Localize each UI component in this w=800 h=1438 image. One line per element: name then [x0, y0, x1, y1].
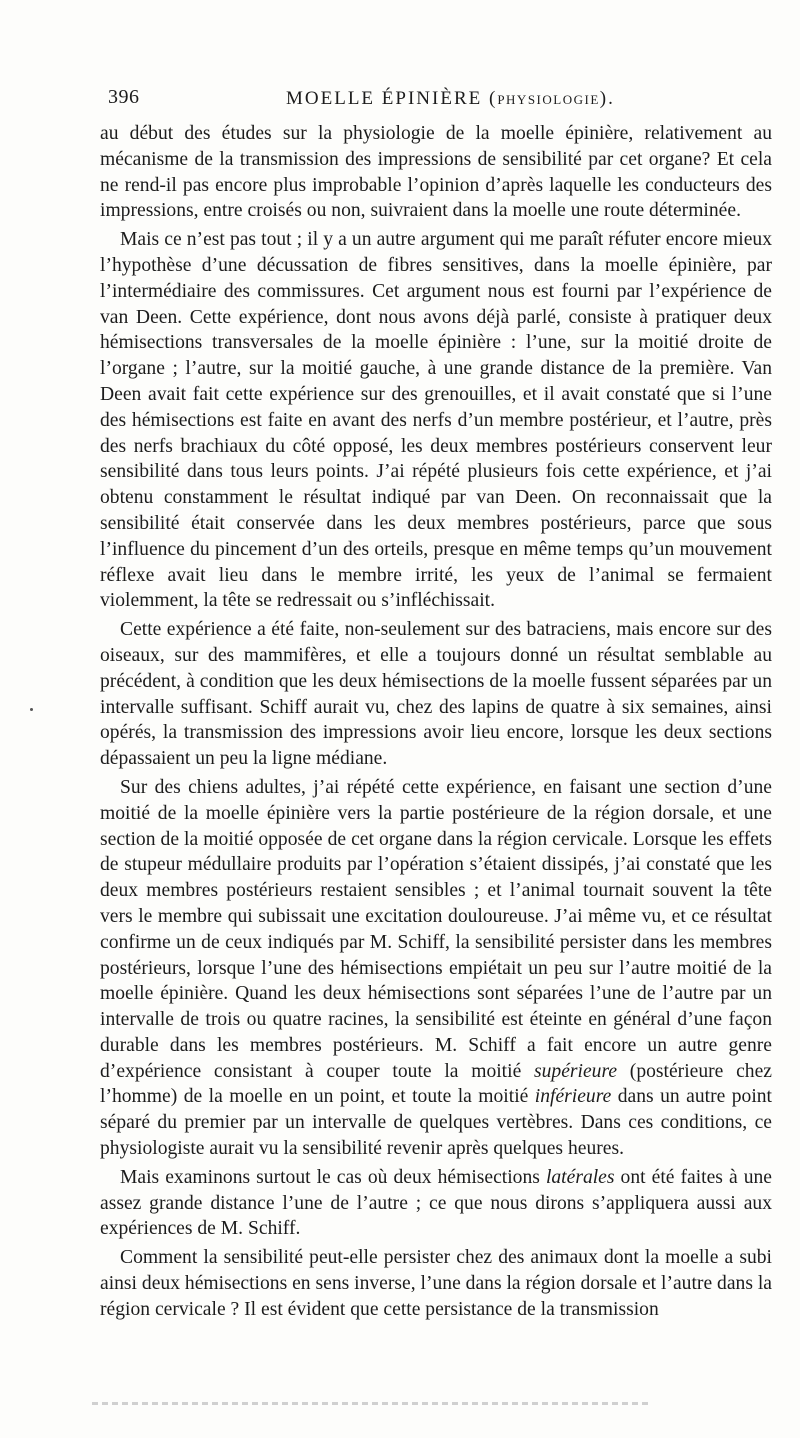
running-header — [100, 86, 770, 114]
paragraph-text: ont été faites à une assez grande distance l’une de l’autre ; ce que nous dirons s’appliquera aussi aux expériences de M. Schiff. — [100, 1166, 772, 1240]
italic-term: latérales — [545, 1166, 615, 1188]
paragraph-text: Sur des chiens adultes, j’ai répété cette expérience, en faisant une section d’une moitié de la moelle épinière vers la partie postérieure de la région dorsale, et une section de la moitié opposée de cet organe dans la région cervicale. Lorsque les effets de stupeur médullaire produits par l’opération s’étaient dissipés, j’ai constaté que les deux membres postérieurs restaient sensibles ; et l’animal tournait souvent la tête vers le membre qui subissait une excitation douloureuse. J’ai même vu, et ce résultat confirme un de ceux indiqués par M. Schiff, la sensibilité persister dans les membres postérieurs, lorsque l’une des hémisections empiétait un peu sur l’autre moitié de la moelle épinière. Quand les deux hémisections sont séparées l’une de l’autre par un intervalle de trois ou quatre racines, la sensibilité est éteinte en général d’une façon durable dans les membres postérieurs. M. Schiff a fait encore un autre genre d’expérience consistant à couper toute la moitié — [100, 776, 772, 1082]
running-title-end: ). — [599, 88, 615, 109]
paragraph-continued: au début des études sur la physiologie de la moelle épinière, relativement au mécanisme de la transmission des impressions de sensibilité par cet organe? Et cela ne rend-il pas encore plus improbable l’opinion d’après laquelle les conducteurs des impressions, entre croisés ou non, suivraient dans la moelle une route déterminée. — [100, 123, 772, 222]
margin-dot — [30, 708, 33, 711]
paragraph-van-deen-argument: Mais ce n’est pas tout ; il y a un autre argument qui me paraît réfuter encore mieux l’hypothèse d’une décussation de fibres sensitives, dans la moelle épinière, par l’intermédiaire des commissures. Cet argument nous est fourni par l’expérience de van Deen. Cette expérience, dont nous avons déjà parlé, consiste à pratiquer deux hémisections transversales de la moelle épinière : l’une, sur la moitié droite de l’organe ; l’autre, sur la moitié gauche, à une grande distance de la première. Van Deen avait fait cette expérience sur des grenouilles, et il avait constaté que si l’une des hémisections est faite en avant des nerfs d’un membre postérieur, et l’autre, près des nerfs brachiaux du côté opposé, les deux membres postérieurs conservent leur sensibilité dans tous leurs points. J’ai répété plusieurs fois cette expérience, et j’ai obtenu constamment le résultat indiqué par van Deen. On reconnaissait que la sensibilité était conservée dans les deux membres postérieurs, parce que sous l’influence du pincement d’un des orteils, presque en même temps qu’un mouvement réflexe avait lieu dans le membre irrité, les yeux de l’animal se fermaient violemment, la tête se redressait ou s’infléchissait. — [100, 229, 772, 612]
paragraph-text: (postérieure chez l’homme) de la moelle en un point, et toute la moitié — [100, 1060, 772, 1108]
italic-term: inférieure — [534, 1086, 612, 1108]
running-title-subject: PHYSIOLOGIE — [497, 92, 600, 107]
page-number: 396 — [108, 86, 140, 108]
paragraph-persistance: Comment la sensibilité peut-elle persister chez des animaux dont la moelle a subi ainsi deux hémisections en sens inverse, l’une dans la région dorsale et l’autre dans la région cervicale ? Il est évident que cette persistance de la transmission — [100, 1247, 772, 1320]
paragraph-text: dans un autre point séparé du premier par un intervalle de quelques vertèbres. Dans ces conditions, ce physiologiste aurait vu la sensibilité revenir après quelques heures. — [100, 1086, 773, 1160]
footer-bleed-rule — [92, 1402, 652, 1405]
body-text — [100, 121, 772, 1323]
italic-term: supérieure — [534, 1060, 618, 1082]
running-title-main: MOELLE ÉPINIÈRE ( — [286, 88, 498, 109]
paragraph-hemisections-laterales — [100, 1165, 772, 1242]
paragraph-text: Mais examinons surtout le cas où deux hémisections — [120, 1166, 546, 1188]
running-title — [286, 88, 615, 110]
paragraph-batraciens: Cette expérience a été faite, non-seulement sur des batraciens, mais encore sur des oiseaux, sur des mammifères, et elle a toujours donné un résultat semblable au précédent, à condition que les deux hémisections de la moelle fussent séparées par un intervalle suffisant. Schiff aurait vu, chez des lapins de quatre à six semaines, ainsi opérés, la transmission des impressions avoir lieu encore, lorsque les deux sections dépassaient un peu la ligne médiane. — [100, 619, 772, 770]
paragraph-chiens-adultes — [100, 775, 772, 1162]
